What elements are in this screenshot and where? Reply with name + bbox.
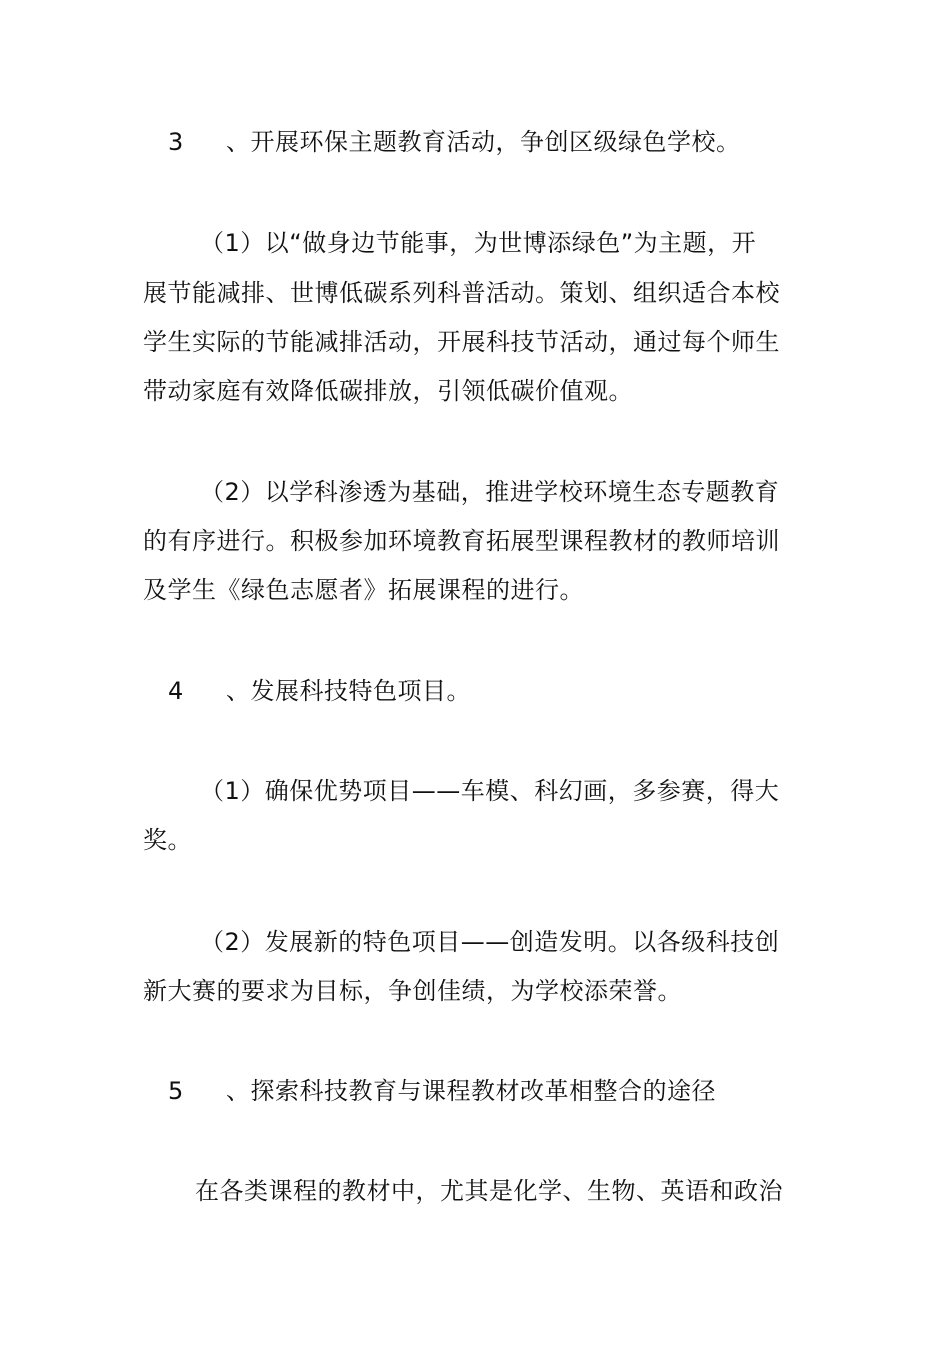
paragraph-line: 新大赛的要求为目标，争创佳绩，为学校添荣誉。	[143, 977, 682, 1005]
paragraph-line: （1）确保优势项目——车模、科幻画，多参赛，得大	[200, 777, 780, 805]
section-3-heading	[168, 127, 741, 157]
section-number: 5	[168, 1077, 184, 1105]
section-title: 、开展环保主题教育活动，争创区级绿色学校。	[226, 128, 741, 156]
paragraph-line: （2）发展新的特色项目——创造发明。以各级科技创	[200, 928, 780, 956]
paragraph-line: 在各类课程的教材中，尤其是化学、生物、英语和政治	[195, 1177, 783, 1205]
paragraph-line: 的有序进行。积极参加环境教育拓展型课程教材的教师培训	[143, 527, 780, 555]
paragraph-line: 及学生《绿色志愿者》拓展课程的进行。	[143, 576, 584, 604]
paragraph-line: 奖。	[143, 826, 192, 854]
paragraph-line: 展节能减排、世博低碳系列科普活动。策划、组织适合本校	[143, 279, 780, 307]
section-number: 3	[168, 128, 184, 156]
section-number: 4	[168, 677, 184, 705]
paragraph-line: 带动家庭有效降低碳排放，引领低碳价值观。	[143, 377, 633, 405]
paragraph-line: 学生实际的节能减排活动，开展科技节活动，通过每个师生	[143, 328, 780, 356]
section-title: 、探索科技教育与课程教材改革相整合的途径	[226, 1077, 716, 1105]
paragraph-line: （2）以学科渗透为基础，推进学校环境生态专题教育	[200, 478, 780, 506]
paragraph-line: （1）以“做身边节能事，为世博添绿色”为主题，开	[200, 229, 757, 257]
section-5-heading	[168, 1076, 716, 1106]
section-title: 、发展科技特色项目。	[226, 677, 471, 705]
section-4-heading	[168, 676, 471, 706]
